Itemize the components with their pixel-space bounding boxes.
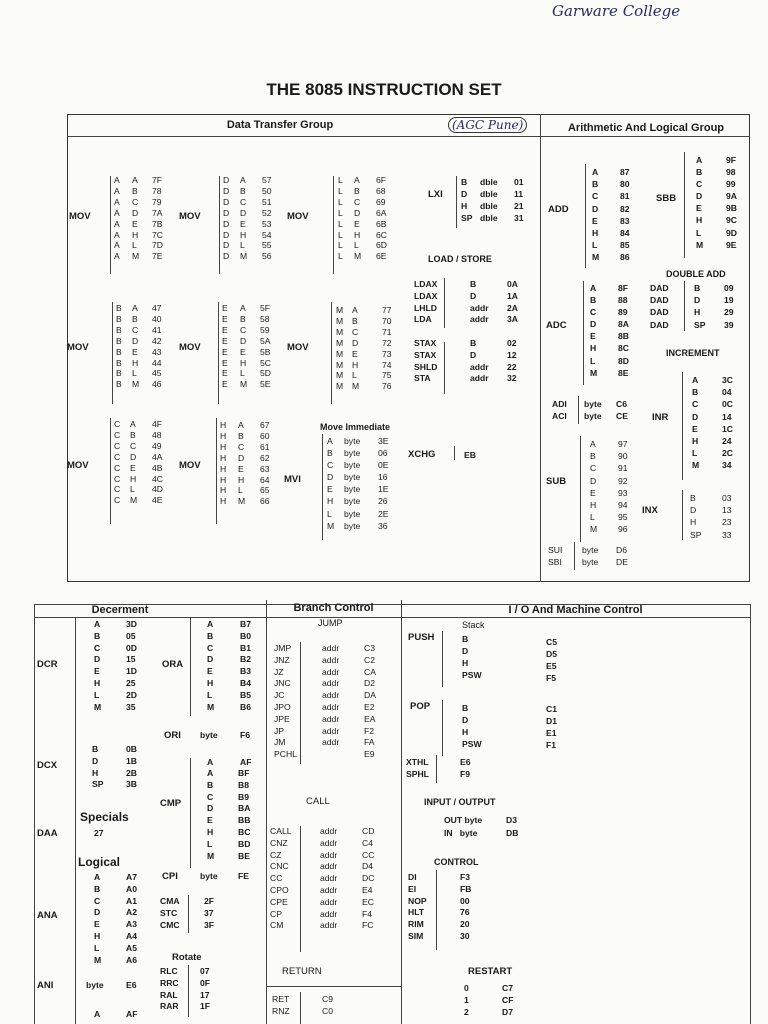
dad-regs: B D H SP [694, 283, 706, 330]
dcx-codes: 0B 1B 2B 3B [126, 744, 137, 790]
control-title: CONTROL [434, 857, 479, 867]
lxi-label: LXI [428, 189, 443, 200]
push-label: PUSH [408, 632, 435, 643]
handwritten-note: Garware College [552, 2, 681, 20]
inx-regs: B D H SP [690, 493, 702, 540]
load-store-args: B D addr addr B D addr addr [470, 279, 489, 384]
return-ops: RET RNZ [272, 994, 290, 1016]
mov-label: MOV [287, 211, 309, 222]
rotate-title: Rotate [172, 952, 202, 963]
jump-args: addr addr addr addr addr addr addr addr addr [322, 643, 340, 748]
lower-column-divider [266, 600, 267, 1024]
pop-regs: B D H PSW [462, 703, 482, 749]
inr-label: INR [652, 412, 669, 423]
mvi-codes: 3E 06 0E 16 1E 26 2E 36 [378, 436, 389, 531]
branch-control-header: Branch Control [293, 602, 374, 614]
xra-code-bottom: AF [126, 1009, 138, 1019]
dcr-label: DCR [37, 659, 58, 670]
inr-regs: A B C D E H L M [692, 375, 700, 471]
mov-src-column: A B C D E H L M [132, 175, 140, 262]
cma-stc-cmc-ops: CMA STC CMC [160, 896, 180, 930]
double-add-title: DOUBLE ADD [666, 269, 726, 279]
dcr-regs: A B C D E H L M [94, 619, 102, 712]
push-regs: B D H PSW [462, 634, 482, 680]
io-title: INPUT / OUTPUT [424, 797, 496, 807]
mvi-label: MVI [284, 474, 301, 485]
dcx-label: DCX [37, 760, 58, 771]
jump-ops: JMP JNZ JZ JNC JC JPO JPE JP JM PCHL [274, 643, 297, 760]
restart-codes: C7 CF D7 [502, 983, 514, 1017]
mov-src-column: A B C D E H L M [354, 175, 362, 262]
cpi-label: CPI [162, 871, 178, 882]
mov-label: MOV [179, 342, 201, 353]
pop-codes: C1 D1 E1 F1 [546, 704, 557, 750]
xthl-sphl-ops: XTHL SPHL [406, 757, 429, 779]
cpi-code: FE [238, 871, 249, 881]
page-title: THE 8085 INSTRUCTION SET [266, 80, 502, 99]
dcr-codes: 3D 05 0D 15 1D 25 2D 35 [126, 619, 137, 712]
return-title: RETURN [282, 966, 322, 977]
control-ops: DI EI NOP HLT RIM SIM [408, 872, 427, 941]
opcode-column: 57 50 51 52 53 54 55 56 [262, 175, 272, 262]
mov-dest-column: L L L L L L L L [338, 175, 343, 262]
sbb-codes: 9F 98 99 9A 9B 9C 9D 9E [726, 155, 737, 250]
restart-title: RESTART [468, 966, 513, 977]
decrement-header: Decerment [91, 604, 149, 616]
mov-dest-column: M M M M M M M M [336, 305, 344, 392]
cpi-arg: byte [200, 871, 218, 881]
mov-dest-column: A A A A A A A A [114, 175, 120, 262]
adc-codes: 8F 88 89 8A 8B 8C 8D 8E [618, 283, 629, 378]
rotate-codes: 07 0F 17 1F [200, 966, 211, 1012]
control-codes: F3 FB 00 76 20 30 [460, 872, 472, 941]
lower-column-divider [401, 600, 402, 1024]
daa-code: 27 [94, 828, 104, 838]
increment-title: INCREMENT [666, 348, 720, 358]
ani-code: E6 [126, 980, 137, 990]
handwritten-location-note: (AGC Pune) [448, 117, 527, 133]
mov-src-column: A B C D E H L M [132, 303, 140, 390]
mvi-regs: A B C D E H L M [327, 436, 335, 531]
opcode-column: 47 40 41 42 43 44 45 46 [152, 303, 162, 390]
load-store-codes: 0A 1A 2A 3A 02 12 22 32 [507, 279, 518, 384]
call-title: CALL [306, 796, 330, 807]
mov-src-column: A B C D E H L M [352, 305, 360, 392]
jump-codes: C3 C2 CA D2 DA E2 EA F2 FA E9 [364, 643, 376, 760]
xchg-label: XCHG [408, 449, 436, 460]
ani-label: ANI [37, 980, 54, 991]
mov-label: MOV [179, 460, 201, 471]
ana-label: ANA [37, 910, 58, 921]
mvi-ops: byte byte byte byte byte byte byte byte [344, 436, 361, 531]
mov-src-column: A B C D E H L M [238, 420, 246, 507]
add-label: ADD [548, 204, 569, 215]
lxi-codes: 01 11 21 31 [514, 177, 524, 223]
cma-stc-cmc-codes: 2F 37 3F [204, 896, 215, 930]
restart-numbers: 0 1 2 [464, 983, 469, 1017]
add-codes: 87 80 81 82 83 84 85 86 [620, 167, 630, 263]
sub-regs: A B C D E H L M [590, 439, 598, 535]
mov-dest-column: H H H H H H H H [220, 420, 227, 507]
dad-ops: DAD DAD DAD DAD [650, 283, 669, 330]
call-args: addr addr addr addr addr addr addr addr addr [320, 826, 338, 931]
ora-codes: B7 B0 B1 B2 B3 B4 B5 B6 [240, 619, 251, 712]
adi-aci-ops: ADI ACI [552, 399, 567, 421]
io-ops: OUT byte IN byte [444, 815, 483, 838]
mov-label: MOV [67, 342, 89, 353]
io-machine-control-header: I / O And Machine Control [508, 604, 643, 616]
mov-src-column: A B C D E H L M [240, 303, 248, 390]
cmp-label: CMP [160, 798, 182, 809]
lxi-ops: dble dble dble dble [480, 177, 498, 223]
specials-title: Specials [80, 810, 129, 824]
sui-sbi-codes: D6 DE [616, 545, 628, 567]
dad-codes: 09 19 29 39 [724, 283, 734, 330]
adi-aci-codes: C6 CE [616, 399, 628, 421]
rotate-ops: RLC RRC RAL RAR [160, 966, 179, 1012]
move-immediate-title: Move Immediate [320, 422, 391, 432]
push-codes: C5 D5 E5 F5 [546, 637, 557, 683]
sub-codes: 97 90 91 92 93 94 95 96 [618, 439, 628, 535]
xthl-sphl-codes: E6 F9 [460, 757, 471, 779]
call-ops: CALL CNZ CZ CNC CC CPO CPE CP CM [270, 826, 292, 931]
cmp-regs: A B C D E H L M [207, 768, 215, 861]
mov-dest-column: C C C C C C C C [114, 419, 121, 506]
xra-reg-bottom: A [94, 1009, 101, 1019]
adi-aci-args: byte byte [584, 399, 602, 421]
lxi-regs: B D H SP [461, 177, 473, 223]
opcode-column: 4F 48 49 4A 4B 4C 4D 4E [152, 419, 163, 506]
ori-arg: byte [200, 730, 218, 740]
inx-label: INX [642, 505, 658, 516]
ori-label: ORI [164, 730, 181, 741]
mov-dest-column: D D D D D D D D [223, 175, 230, 262]
sbb-label: SBB [656, 193, 677, 204]
ora-label: ORA [162, 659, 184, 670]
inr-codes: 3C 04 0C 14 1C 24 2C 34 [722, 375, 733, 471]
sub-label: SUB [546, 476, 567, 487]
ora-regs: A B C D E H L M [207, 619, 215, 712]
opcode-column: 7F 78 79 7A 7B 7C 7D 7E [152, 175, 163, 262]
cmp-codes: BF B8 B9 BA BB BC BD BE [238, 768, 251, 861]
mov-dest-column: E E E E E E E E [222, 303, 228, 390]
jump-title: JUMP [318, 618, 343, 628]
upper-column-divider [540, 114, 541, 582]
mov-dest-column: B B B B B B B B [116, 303, 122, 390]
inx-codes: 03 13 23 33 [722, 493, 732, 540]
mov-label: MOV [67, 460, 89, 471]
pop-label: POP [410, 701, 431, 712]
sbb-regs: A B C D E H L M [696, 155, 704, 250]
mov-label: MOV [179, 211, 201, 222]
ana-codes: A7 A0 A1 A2 A3 A4 A5 A6 [126, 872, 137, 965]
dcx-regs: B D H SP [92, 744, 104, 790]
opcode-column: 67 60 61 62 63 64 65 66 [260, 420, 270, 507]
data-transfer-header: Data Transfer Group [226, 119, 334, 131]
xchg-code: EB [464, 450, 476, 460]
adc-regs: A B C D E H L M [590, 283, 598, 378]
logical-title: Logical [78, 855, 121, 869]
opcode-column: 5F 58 59 5A 5B 5C 5D 5E [260, 303, 271, 390]
load-store-ops: LDAX LDAX LHLD LDA STAX STAX SHLD STA [414, 279, 438, 384]
ori-code: F6 [240, 730, 251, 740]
mov-src-column: A B C D E H L M [130, 419, 138, 506]
return-codes: C9 C0 [322, 994, 333, 1016]
sui-sbi-args: byte byte [582, 545, 599, 567]
arithmetic-logical-header: Arithmetic And Logical Group [567, 122, 725, 134]
mov-src-column: A B C D E H L M [240, 175, 248, 262]
ana-regs: A B C D E H L M [94, 872, 102, 965]
upper-header-rule [67, 136, 750, 137]
call-codes: CD C4 CC D4 DC E4 EC F4 FC [362, 826, 375, 931]
sui-sbi-ops: SUI SBI [548, 545, 563, 567]
xra-first-code: AF [240, 757, 252, 767]
daa-label: DAA [37, 828, 58, 839]
lower-header-rule [34, 617, 750, 618]
mov-label: MOV [69, 211, 91, 222]
load-store-title: LOAD / STORE [428, 254, 492, 264]
opcode-column: 6F 68 69 6A 6B 6C 6D 6E [376, 175, 387, 262]
stack-title: Stack [462, 620, 485, 630]
add-regs: A B C D E H L M [592, 167, 600, 263]
adc-label: ADC [546, 320, 567, 331]
io-codes: D3 DB [506, 815, 519, 838]
ani-arg: byte [86, 980, 104, 990]
xra-first-reg: A [207, 757, 214, 767]
opcode-column: 77 70 71 72 73 74 75 76 [382, 305, 392, 392]
mov-label: MOV [287, 342, 309, 353]
